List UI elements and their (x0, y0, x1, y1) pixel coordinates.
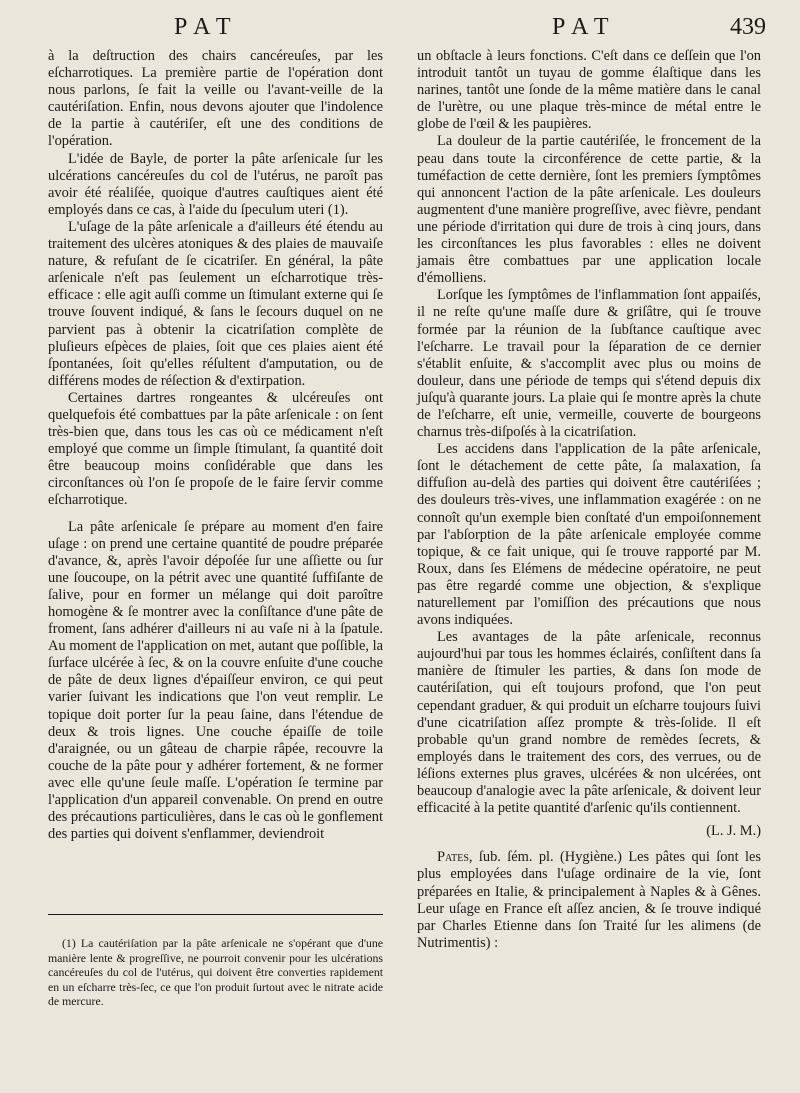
right-column (417, 48, 761, 952)
entry-headword: Pates (437, 849, 469, 866)
paragraph: Lorſque les ſymptômes de l'inflammation ſont appaiſés, il ne reſte qu'une maſſe dure & griſâtre, qui ſe trouve formée par la réunion de la ſubſtance cauſtique avec l'eſcharre. Le travail pour la ſéparation de ce dernier s'établit enſuite, & s'accomplit avec plus ou moins de douleur, dans une période de temps qui s'étend depuis dix juſqu'à quarante jours. La plaie qui ſe montre après la chute de l'eſcharre, eſt unie, vermeille, couverte de bourgeons charnus très-diſpoſés à la cicatriſation. (417, 287, 761, 441)
paragraph: La douleur de la partie cautériſée, le froncement de la peau dans toute la circonférence de cette partie, & la tuméfaction de cette dernière, ſont les premiers ſymptômes qui annoncent l'action de la pâte arſenicale. Les douleurs augmentent d'une manière progreſſive, avec fièvre, pendant une période d'irritation qui dure de trois à cinq jours, dans les circonſtances les plus favorables : elles ne doivent jamais être combattues par une application locale d'émolliens. (417, 133, 761, 287)
left-column (48, 48, 383, 843)
page-header (44, 14, 766, 50)
running-head-left: PAT (174, 14, 239, 40)
paragraph: Certaines dartres rongeantes & ulcéreuſes ont quelquefois été combattues par la pâte arſenicale : on ſent très-bien que, dans tous les cas où ce médicament n'eſt employé que comme un ſimple ſtimulant, ſa quantité doit être beaucoup moins conſidérable que dans les circonſtances où l'on ſe propoſe de le faire ſervir comme eſcharrotique. (48, 389, 383, 509)
footnote (48, 936, 383, 1009)
entry-text: , ſub. ſém. pl. (Hygiène.) Les pâtes qui ſont les plus employées dans l'uſage ordinaire de la vie, ſont préparées en Italie, & principalement à Naples & à Gênes. Leur uſage en France eſt aſſez ancien, & ſe trouve indiqué par Charles Etienne dans ſon Traité ſur les alimens (de Nutrimentis) : (417, 849, 761, 951)
footnote-rule (48, 914, 383, 915)
paragraph: L'uſage de la pâte arſenicale a d'ailleurs été étendu au traitement des ulcères atoniques & des plaies de mauvaiſe nature, & refuſant de ſe cicatriſer. En général, la pâte arſenicale n'eſt pas ſeulement un eſcharrotique très-efficace : elle agit auſſi comme un ſtimulant externe qui ſe trouve ſouvent indiqué, & ſans le ſecours duquel on ne parvient pas à obtenir la cicatriſation complète de pluſieurs eſpèces de plaies, ſoit que ces plaies aient été ſpontanées, ſoit qu'elles réſultent d'amputation, ou de différens modes de réſection & d'extirpation. (48, 218, 383, 389)
running-head-right: PAT (552, 14, 617, 40)
author-signature: (L. J. M.) (706, 823, 761, 840)
paragraph: Les avantages de la pâte arſenicale, reconnus aujourd'hui par tous les hommes éclairés, conſiſtent dans ſa manière de ſtimuler les parties, & dans ſon mode de cautériſation, qui eſt toujours profond, que l'on peut cependant graduer, & qui produit un eſcharre toujours ſuivi d'une cicatriſation aſſez prompte & très-ſolide. Il eſt probable qu'un grand nombre de remèdes ſecrets, & employés dans le traitement des cors, des verrues, ou de léſions externes plus graves, ulcérées & non ulcérées, ont beaucoup d'analogie avec la pâte arſenicale, & doivent leur efficacité à la petite quantité d'arſenic qu'ils contiennent. (417, 629, 761, 817)
paragraph: Les accidens dans l'application de la pâte arſenicale, ſont le détachement de cette pâte, ſa malaxation, ſa diffuſion au-delà des parties qui doivent être cautériſées ; des douleurs très-vives, une inflammation exagérée : on ne connoît qu'un exemple bien conſtaté d'un empoiſonnement par l'abſorption de la pâte arſenicale employée comme topique, & ce fait unique, qui ſe trouve rapporté par M. Roux, dans ſes Elémens de médecine opératoire, ne peut pas être regardé comme une objection, & s'explique naturellement par l'omiſſion des précautions que nous avons indiquées. (417, 441, 761, 629)
footnote-text: (1) La cautériſation par la pâte arſenicale ne s'opérant que d'une manière lente & progreſſive, ne pourroit convenir pour les ulcérations cancéreuſes du col de l'utérus, qui doivent être converties rapidement en un eſcharre très-ſec, ce que l'on produit ſurtout avec le nitrate acide de mercure. (48, 936, 383, 1008)
paragraph: L'idée de Bayle, de porter la pâte arſenicale ſur les ulcérations cancéreuſes du col de l'utérus, ne paroît pas avoir été réaliſée, quoique d'autres cauſtiques aient été employés dans ce cas, à l'aide du ſpeculum uteri (1). (48, 150, 383, 218)
paragraph: La pâte arſenicale ſe prépare au moment d'en faire uſage : on prend une certaine quantité de poudre préparée d'avance, &, après l'avoir dépoſée ſur une aſſiette ou ſur une ſoucoupe, on la pétrit avec une quantité ſuffiſante de ſalive, pour en former un mélange qui doit paroître homogène & ſe montrer avec la conſiſtance d'une pâte de froment, ſans adhérer d'ailleurs ni au vaſe ni à la ſpatule. Au moment de l'application on met, autant que poſſible, la ſurface ulcérée à ſec, & on la couvre enſuite d'une couche de pâte de deux lignes d'épaiſſeur environ, ce qui peut varier ſuivant les indications que l'on veut remplir. Le topique doit porter ſur la peau ſaine, dans l'étendue de deux & trois lignes. Une couche épaiſſe de toile d'araignée, ou un gâteau de charpie râpée, recouvre la couche de la pâte pour y adhérer fortement, & ne former avec elle qu'une ſeule maſſe. L'opération ſe termine par l'application d'un appareil convenable. On prend en outre des précautions particulières, dans le cas où le gonflement des parties qui doivent s'enflammer, deviendroit (48, 518, 383, 843)
dictionary-entry (417, 849, 761, 952)
paragraph: à la deſtruction des chairs cancéreuſes, par les eſcharrotiques. La première partie de l'opération dont nous parlons, ſe fait la veille ou l'avant-veille de la cautériſation. Enfin, nous devons ajouter que l'indolence de la partie à cautériſer, eſt une des conditions de l'opération. (48, 48, 383, 150)
paragraph: un obſtacle à leurs fonctions. C'eſt dans ce deſſein que l'on introduit tantôt un tuyau de gomme élaſtique dans les narines, tantôt une ſonde de la même matière dans le canal de l'urètre, ou une plaque très-mince de métal entre le globe de l'œil & les paupières. (417, 48, 761, 133)
page-number: 439 (730, 14, 766, 40)
